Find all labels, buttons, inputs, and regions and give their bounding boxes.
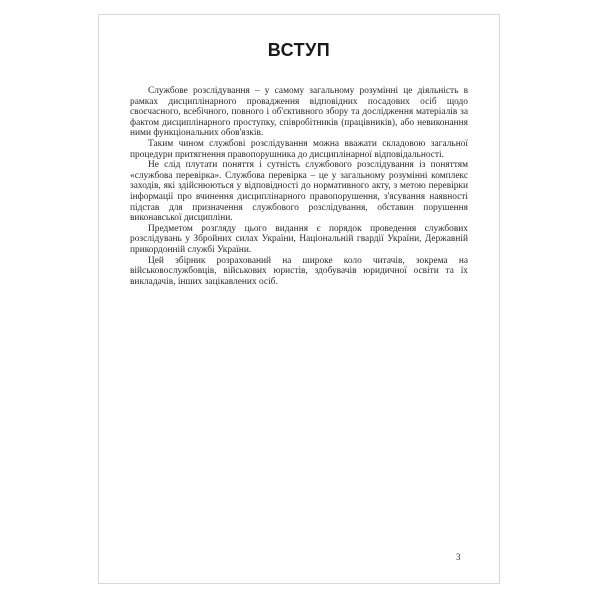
paragraph: Не слід плутати поняття і сутність службового розслідування із поняттям «службова перевірка». Службова перевірка – це у загальному розумінні комплекс заходів, які здійснюються у відповідності до нормативного акту, з метою перевірки інформації про вчинення дисциплінарного правопорушення, з'ясування наявності підстав для призначення службового розслідування, обставин порушення виконавської дисципліни. (130, 160, 468, 224)
paragraph: Цей збірник розрахований на широке коло читачів, зокрема на військовослужбовців, військових юристів, здобувачів юридичної освіти та їх викладачів, інших зацікавлених осіб. (130, 255, 468, 287)
page-number: 3 (456, 552, 461, 562)
paragraph: Таким чином службові розслідування можна вважати складовою загальної процедури притягнення правопорушника до дисциплінарної відповідальності. (130, 138, 468, 160)
paragraph: Службове розслідування – у самому загальному розумінні це діяльність в рамках дисциплінарного провадження відповідних посадових осіб щодо своєчасного, всебічного, повного і об'єктивного збору та дослідження матеріалів за фактом дисциплінарного проступку, співробітників (працівників), або невиконання ними функціональних обов'язків. (130, 86, 468, 139)
section-heading: ВСТУП (267, 40, 331, 60)
paragraph: Предметом розгляду цього видання є порядок проведення службових розслідувань у Збройних силах України, Національній гвардії України, Державній прикордонній службі України. (130, 223, 468, 255)
body-text (130, 86, 468, 287)
